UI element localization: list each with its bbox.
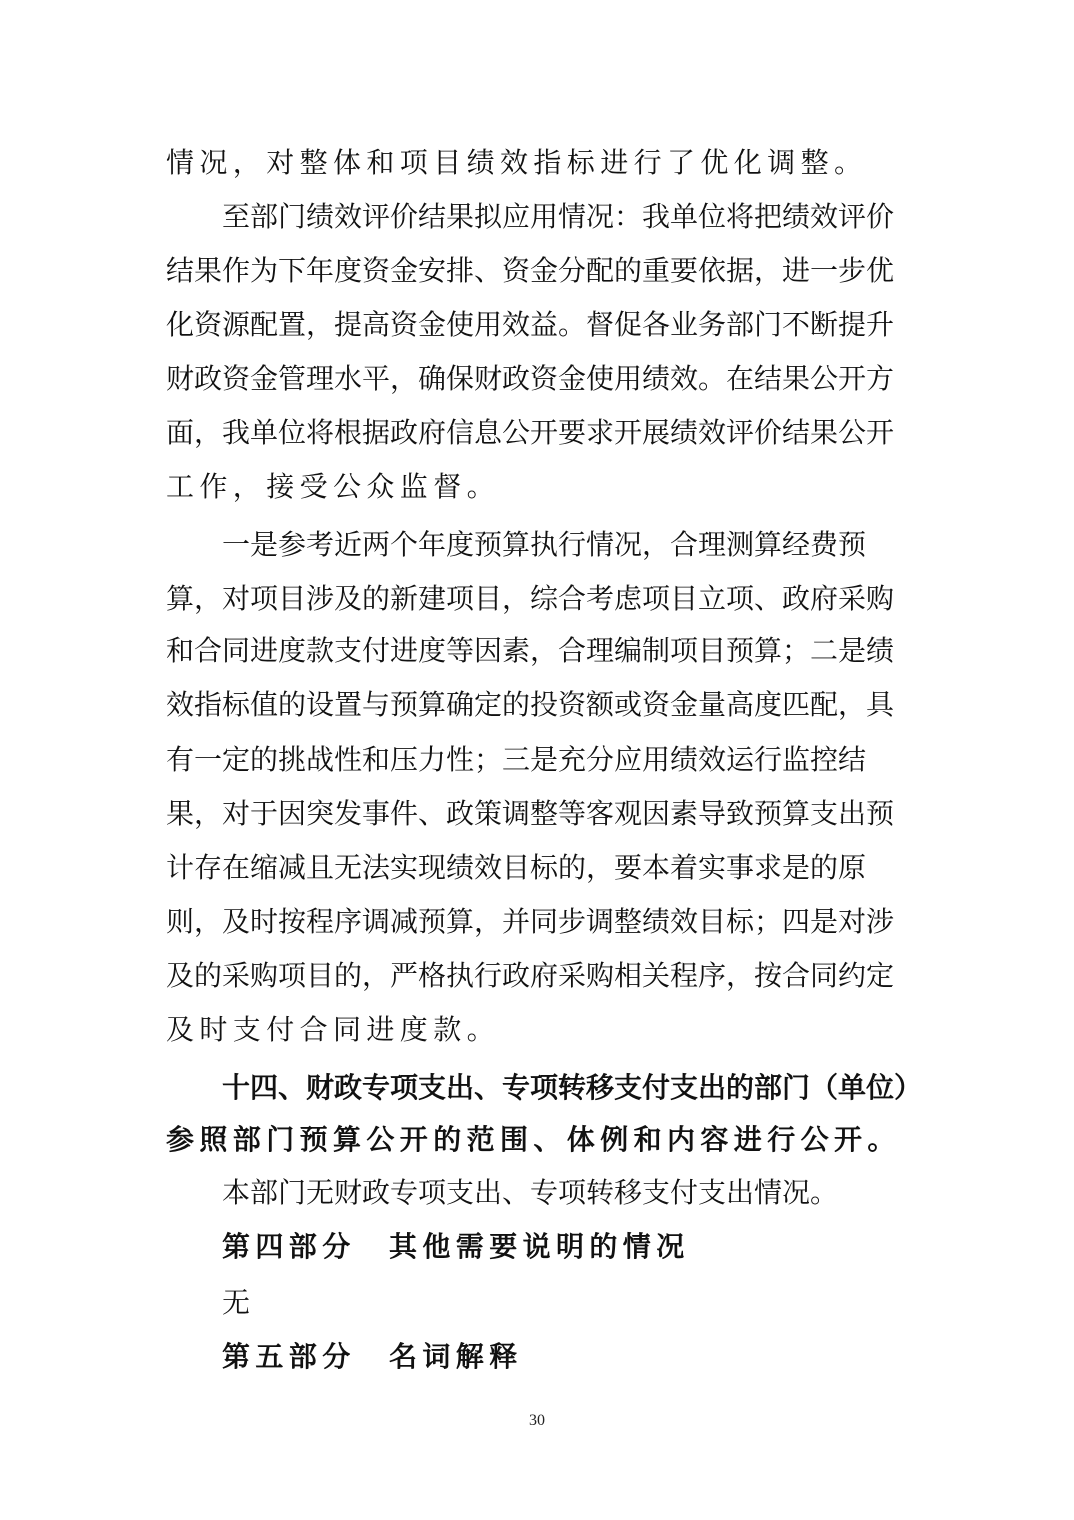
paragraph-line: 一是参考近两个年度预算执行情况，合理测算经费预 — [222, 528, 867, 561]
paragraph-line: 财政资金管理水平，确保财政资金使用绩效。在结果公开方 — [166, 362, 895, 395]
paragraph-line: 情况，对整体和项目绩效指标进行了优化调整。 — [166, 146, 868, 179]
paragraph-line: 结果作为下年度资金安排、资金分配的重要依据，进一步优 — [166, 254, 895, 287]
page-number: 30 — [529, 1412, 545, 1429]
paragraph-line: 及的采购项目的，严格执行政府采购相关程序，按合同约定 — [166, 959, 895, 992]
paragraph-line: 工作，接受公众监督。 — [166, 470, 501, 503]
part-heading: 第四部分 其他需要说明的情况 — [222, 1230, 690, 1263]
paragraph-line: 计存在缩减且无法实现绩效目标的，要本着实事求是的原 — [166, 851, 867, 884]
paragraph-line: 化资源配置，提高资金使用效益。督促各业务部门不断提升 — [166, 308, 895, 341]
section-heading: 参照部门预算公开的范围、体例和内容进行公开。 — [166, 1123, 901, 1156]
paragraph-line: 效指标值的设置与预算确定的投资额或资金量高度匹配，具 — [166, 688, 895, 721]
paragraph-line: 和合同进度款支付进度等因素，合理编制项目预算；二是绩 — [166, 634, 895, 667]
paragraph-line: 则，及时按程序调减预算，并同步调整绩效目标；四是对涉 — [166, 905, 895, 938]
paragraph-line: 算，对项目涉及的新建项目，综合考虑项目立项、政府采购 — [166, 582, 895, 615]
paragraph-line: 本部门无财政专项支出、专项转移支付支出情况。 — [222, 1176, 839, 1209]
section-heading: 十四、财政专项支出、专项转移支付支出的部门（单位） — [222, 1071, 923, 1104]
paragraph-line: 有一定的挑战性和压力性；三是充分应用绩效运行监控结 — [166, 743, 867, 776]
part-heading: 第五部分 名词解释 — [222, 1340, 523, 1373]
paragraph-line: 至部门绩效评价结果拟应用情况：我单位将把绩效评价 — [222, 200, 895, 233]
paragraph-line: 面，我单位将根据政府信息公开要求开展绩效评价结果公开 — [166, 416, 895, 449]
paragraph-line: 果，对于因突发事件、政策调整等客观因素导致预算支出预 — [166, 797, 895, 830]
paragraph-line: 无 — [222, 1286, 256, 1319]
paragraph-line: 及时支付合同进度款。 — [166, 1013, 501, 1046]
